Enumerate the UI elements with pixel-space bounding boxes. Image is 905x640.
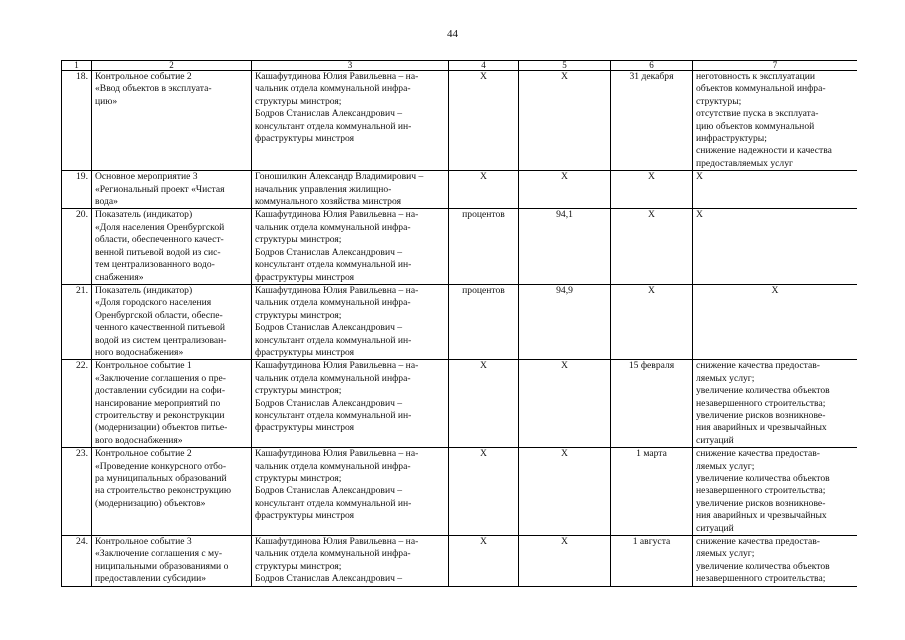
page-number: 44 bbox=[447, 28, 458, 40]
value-cell: X bbox=[519, 360, 611, 448]
responsible-cell: Кашафутдинова Юлия Равильевна – на- чальник отдела коммунальной инфра- структуры минстроя; Бодров Станислав Александрович – консультант отдела коммунальной ин- фраструктуры минстроя bbox=[252, 448, 449, 536]
responsible-cell: Кашафутдинова Юлия Равильевна – на- чальник отдела коммунальной инфра- структуры минстроя; Бодров Станислав Александрович – консультант отдела коммунальной ин- фраструктуры минстроя bbox=[252, 360, 449, 448]
date-cell: X bbox=[611, 209, 693, 284]
value-cell: 94,9 bbox=[519, 284, 611, 359]
event-cell: Контрольное событие 3 «Заключение соглашения с му- ниципальными образованиями о предоставлении субсидии» bbox=[92, 536, 252, 587]
responsible-cell: Кашафутдинова Юлия Равильевна – на- чальник отдела коммунальной инфра- структуры минстроя; Бодров Станислав Александрович – bbox=[252, 536, 449, 587]
risks-cell: снижение качества предостав- ляемых услуг; увеличение количества объектов незавершенного строительства; bbox=[693, 536, 858, 587]
table-row bbox=[62, 448, 858, 536]
unit-cell: X bbox=[449, 536, 519, 587]
risks-cell: снижение качества предостав- ляемых услуг; увеличение количества объектов незавершенного строительства; увеличение рисков возникнове- ния аварийных и чрезвычайных ситуаций bbox=[693, 448, 858, 536]
risks-cell: снижение качества предостав- ляемых услуг; увеличение количества объектов незавершенного строительства; увеличение рисков возникнове- ния аварийных и чрезвычайных ситуаций bbox=[693, 360, 858, 448]
event-cell: Контрольное событие 2 «Проведение конкурсного отбо- ра муниципальных образований на строительство реконструкцию (модернизацию) объектов» bbox=[92, 448, 252, 536]
table-container bbox=[61, 60, 857, 640]
risks-cell: неготовность к эксплуатации объектов коммунальной инфра- структуры; отсутствие пуска в эксплуата- цию объектов коммунальной инфраструктуры; снижение надежности и качества предоставляемых услуг bbox=[693, 71, 858, 171]
date-cell: 31 декабря bbox=[611, 71, 693, 171]
unit-cell: X bbox=[449, 171, 519, 209]
column-header: 6 bbox=[611, 61, 693, 71]
unit-cell: процентов bbox=[449, 209, 519, 284]
responsible-cell: Кашафутдинова Юлия Равильевна – на- чальник отдела коммунальной инфра- структуры минстроя; Бодров Станислав Александрович – консультант отдела коммунальной ин- фраструктуры минстроя bbox=[252, 209, 449, 284]
unit-cell: X bbox=[449, 448, 519, 536]
event-cell: Контрольное событие 1 «Заключение соглашения о пре- доставлении субсидии на софи- нансирование мероприятий по строительству и реконструкции (модернизации) объектов питье- вого водоснабжения» bbox=[92, 360, 252, 448]
row-number: 22. bbox=[62, 360, 92, 448]
table-row bbox=[62, 536, 858, 587]
unit-cell: процентов bbox=[449, 284, 519, 359]
responsible-cell: Кашафутдинова Юлия Равильевна – на- чальник отдела коммунальной инфра- структуры минстроя; Бодров Станислав Александрович – консультант отдела коммунальной ин- фраструктуры минстроя bbox=[252, 284, 449, 359]
column-header: 4 bbox=[449, 61, 519, 71]
date-cell: X bbox=[611, 284, 693, 359]
row-number: 18. bbox=[62, 71, 92, 171]
table-row bbox=[62, 171, 858, 209]
row-number: 19. bbox=[62, 171, 92, 209]
table-row bbox=[62, 360, 858, 448]
risks-cell: X bbox=[693, 171, 858, 209]
row-number: 20. bbox=[62, 209, 92, 284]
header-row bbox=[62, 61, 858, 71]
event-cell: Контрольное событие 2 «Ввод объектов в эксплуата- цию» bbox=[92, 71, 252, 171]
event-cell: Показатель (индикатор) «Доля населения Оренбургской области, обеспеченного качест- венной питьевой водой из сис- тем централизованного водо- снабжения» bbox=[92, 209, 252, 284]
row-number: 24. bbox=[62, 536, 92, 587]
date-cell: X bbox=[611, 171, 693, 209]
unit-cell: X bbox=[449, 360, 519, 448]
event-cell: Основное мероприятие 3 «Региональный проект «Чистая вода» bbox=[92, 171, 252, 209]
table-row bbox=[62, 71, 858, 171]
column-header: 7 bbox=[693, 61, 858, 71]
date-cell: 1 марта bbox=[611, 448, 693, 536]
value-cell: X bbox=[519, 448, 611, 536]
date-cell: 15 февраля bbox=[611, 360, 693, 448]
value-cell: 94,1 bbox=[519, 209, 611, 284]
data-table bbox=[61, 60, 857, 587]
value-cell: X bbox=[519, 71, 611, 171]
responsible-cell: Гоношилкин Александр Владимирович – начальник управления жилищно- коммунального хозяйства минстроя bbox=[252, 171, 449, 209]
risks-cell: X bbox=[693, 209, 858, 284]
table-row bbox=[62, 209, 858, 284]
date-cell: 1 августа bbox=[611, 536, 693, 587]
column-header: 2 bbox=[92, 61, 252, 71]
row-number: 21. bbox=[62, 284, 92, 359]
row-number: 23. bbox=[62, 448, 92, 536]
table-row bbox=[62, 284, 858, 359]
responsible-cell: Кашафутдинова Юлия Равильевна – на- чальник отдела коммунальной инфра- структуры минстроя; Бодров Станислав Александрович – консультант отдела коммунальной ин- фраструктуры минстроя bbox=[252, 71, 449, 171]
column-header: 1 bbox=[62, 61, 92, 71]
risks-cell: X bbox=[693, 284, 858, 359]
column-header: 3 bbox=[252, 61, 449, 71]
value-cell: X bbox=[519, 171, 611, 209]
value-cell: X bbox=[519, 536, 611, 587]
unit-cell: X bbox=[449, 71, 519, 171]
column-header: 5 bbox=[519, 61, 611, 71]
event-cell: Показатель (индикатор) «Доля городского населения Оренбургской области, обеспе- ченного качественной питьевой водой из систем централизован- ного водоснабжения» bbox=[92, 284, 252, 359]
